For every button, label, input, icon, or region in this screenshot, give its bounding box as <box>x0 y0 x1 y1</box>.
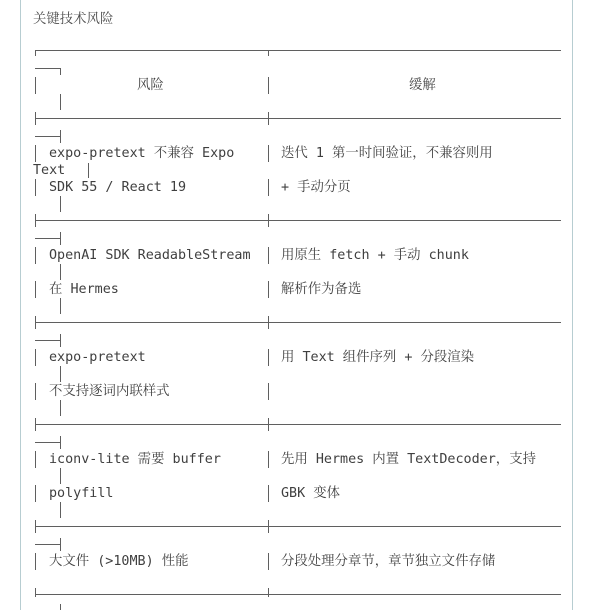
row2-mitigation-line1: 用原生 fetch + 手动 chunk <box>281 248 469 263</box>
row4-risk-line2: polyfill <box>49 486 114 501</box>
row3-risk-line1: expo-pretext <box>49 350 146 365</box>
row5-mitigation-line1: 分段处理分章节，章节独立文件存储 <box>281 554 496 569</box>
row3-risk-line2: 不支持逐词内联样式 <box>49 384 170 399</box>
row1-risk-line1: expo-pretext 不兼容 Expo <box>49 146 235 161</box>
row4-risk-line1: iconv-lite 需要 buffer <box>49 452 221 467</box>
row1-risk-line2: SDK 55 / React 19 <box>49 180 187 195</box>
row5-risk-line1: 大文件 (>10MB) 性能 <box>49 554 189 569</box>
row3-mitigation-line1: 用 Text 组件序列 + 分段渲染 <box>281 350 475 365</box>
row1-mitigation-line2: + 手动分页 <box>281 180 351 195</box>
row1-risk-overflow: Text <box>33 163 66 178</box>
row2-risk-line1: OpenAI SDK ReadableStream <box>49 248 251 263</box>
left-margin-rule <box>20 0 21 610</box>
table-grid <box>35 50 561 610</box>
section-heading: 关键技术风险 <box>33 12 114 27</box>
row2-mitigation-line2: 解析作为备选 <box>281 282 362 297</box>
header-mitigation: 缓解 <box>409 78 436 93</box>
right-margin-rule <box>572 0 573 610</box>
row4-mitigation-line1: 先用 Hermes 内置 TextDecoder，支持 <box>281 452 536 467</box>
row2-risk-line2: 在 Hermes <box>49 282 119 297</box>
row1-mitigation-line1: 迭代 1 第一时间验证，不兼容则用 <box>281 146 493 161</box>
header-risk: 风险 <box>137 78 164 93</box>
row4-mitigation-line2: GBK 变体 <box>281 486 341 501</box>
risk-table-block <box>33 0 561 610</box>
risk-table-borders <box>33 0 561 610</box>
